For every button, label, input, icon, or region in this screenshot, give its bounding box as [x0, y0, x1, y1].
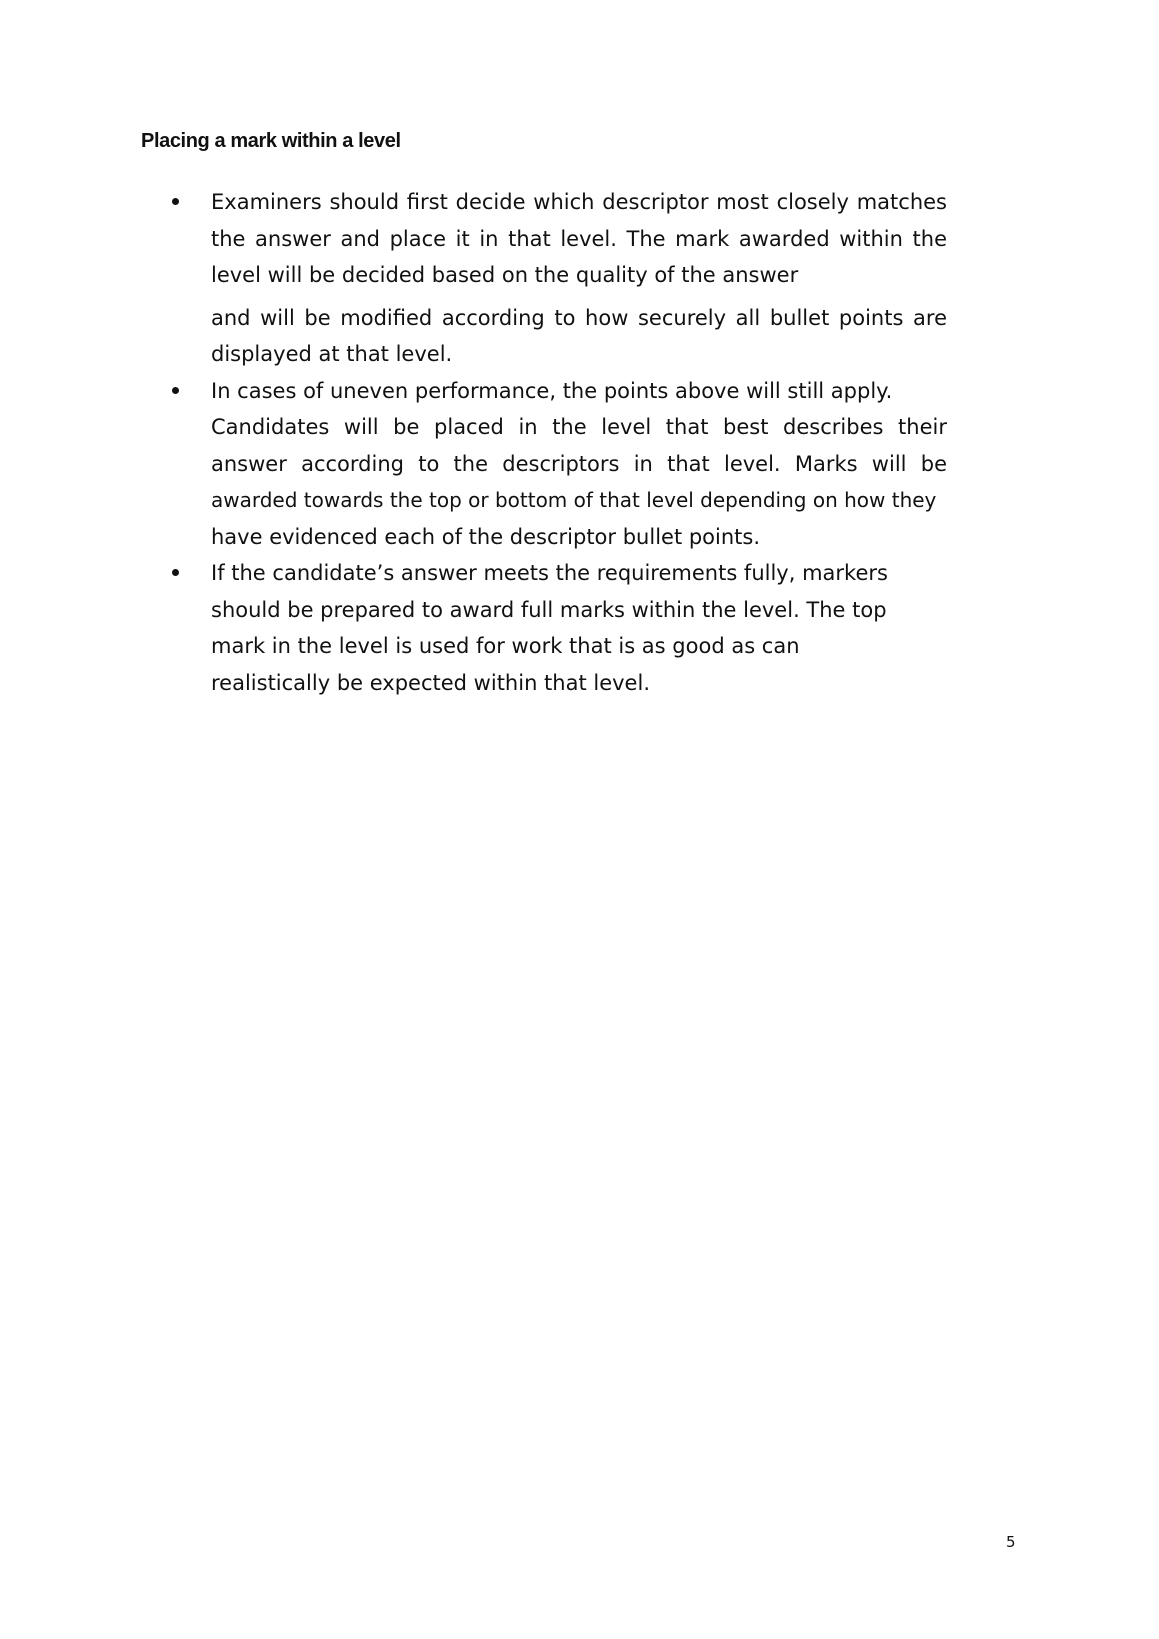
bullet-icon — [172, 198, 179, 205]
section-heading: Placing a mark within a level — [141, 130, 401, 152]
list-item — [160, 555, 947, 701]
bullet-text: have evidenced each of the descriptor bullet points. — [211, 524, 761, 549]
bullet-text: awarded towards the top or bottom of that level depending on how they — [211, 488, 937, 512]
bullet-text: Candidates will be placed in the level that best describes their answer according to the descriptors in that level. Marks will be — [211, 415, 947, 476]
bullet-text: and will be modified according to how securely all bullet points are displayed at that level. — [211, 305, 947, 366]
list-item — [160, 373, 947, 556]
list-item — [160, 184, 947, 373]
bullet-icon — [172, 569, 179, 576]
bullet-text: Examiners should first decide which descriptor most closely matches the answer and place it in that level. The mark awarded within the level will be decided based on the quality of the answer — [211, 190, 947, 287]
bullet-icon — [172, 387, 179, 394]
page-number: 5 — [1006, 1533, 1016, 1551]
bullet-list — [160, 184, 947, 701]
bullet-text: If the candidate’s answer meets the requirements fully, markers should be prepared to award full marks within the level. The top mark in the level is used for work that is as good as can realistically be expected within that level. — [211, 561, 888, 695]
bullet-text: In cases of uneven performance, the points above will still apply. — [211, 378, 893, 403]
